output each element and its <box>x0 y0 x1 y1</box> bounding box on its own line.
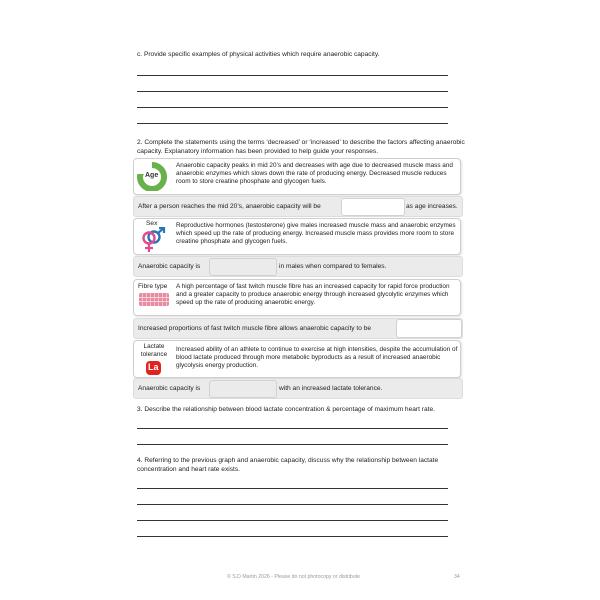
answer-line[interactable] <box>137 504 448 505</box>
lactate-answer-blank[interactable] <box>209 380 277 398</box>
lactate-badge-icon <box>146 361 161 375</box>
sex-stmt-after: in males when compared to females. <box>279 263 387 270</box>
answer-line[interactable] <box>137 107 448 108</box>
sex-label: Sex <box>146 220 158 227</box>
sex-answer-blank[interactable] <box>209 258 277 276</box>
factor-fibre-box <box>133 279 461 316</box>
age-answer-blank[interactable] <box>341 198 405 216</box>
lactate-stmt-before: Anaerobic capacity is <box>138 385 201 392</box>
fibre-answer-blank[interactable] <box>396 319 462 338</box>
age-label: Age <box>145 172 159 179</box>
fibre-statement <box>133 318 463 339</box>
lactate-badge-text: La <box>148 362 159 372</box>
question-c: c. Provide specific examples of physical activities which require anaerobic capacity. <box>137 51 380 58</box>
question-4: 4. Referring to the previous graph and anaerobic capacity, discuss why the relationship between lactate concentration and heart rate exists. <box>137 457 439 473</box>
lactate-info: Increased ability of an athlete to continue to exercise at high intensities, despite the accumulation of blood lactate produced through more metabolic byproducts as a result of increased anaerobic glycolysis energy production. <box>176 346 458 370</box>
lactate-stmt-after: with an increased lactate tolerance. <box>279 385 383 392</box>
fibre-label: Fibre type <box>138 283 168 290</box>
age-stmt-after: as age increases. <box>406 203 458 210</box>
answer-line[interactable] <box>137 520 448 521</box>
lactate-statement <box>133 378 463 399</box>
answer-line[interactable] <box>137 536 448 537</box>
fibre-stmt-before: Increased proportions of fast twitch muscle fibre allows anaerobic capacity to be <box>138 325 372 332</box>
factor-sex-box <box>133 218 461 255</box>
fibre-info: A high percentage of fast twitch muscle fibre has an increased capacity for rapid force production and a greater capacity to produce anaerobic energy through increased glycolytic enzymes which speed up the rate of producing anaerobic energy. <box>176 283 450 307</box>
sex-info: Reproductive hormones (testosterone) give males increased muscle mass and anaerobic enzymes which speed up the rate of producing energy. Increased muscle mass provides more room to store creatine phosphate and glycogen fuels. <box>176 222 456 246</box>
age-info: Anaerobic capacity peaks in mid 20’s and decreases with age due to decreased muscle mass and anaerobic enzymes which slows down the rate of producing energy. Decreased muscle reduces room to store creatine phosphate and glycogen fuels. <box>176 162 453 186</box>
muscle-fibre-icon <box>139 293 169 306</box>
age-icon <box>137 162 167 191</box>
answer-line[interactable] <box>137 488 448 489</box>
question-2: 2. Complete the statements using the terms ‘decreased’ or ‘increased’ to describe the factors affecting anaerobic capacity. Explanatory information has been provided to help guide your responses. <box>137 139 465 155</box>
lactate-label: Lactate tolerance <box>140 343 168 358</box>
factor-age-box <box>133 158 461 195</box>
age-stmt-before: After a person reaches the mid 20’s, anaerobic capacity will be <box>138 203 321 210</box>
answer-line[interactable] <box>137 91 448 92</box>
page-number: 34 <box>454 574 460 580</box>
gender-symbols-icon <box>138 227 168 253</box>
sex-stmt-before: Anaerobic capacity is <box>138 263 201 270</box>
age-statement <box>133 196 463 217</box>
factor-lactate-box <box>133 340 461 378</box>
answer-line[interactable] <box>137 123 448 124</box>
footer-copyright: © S.D Martin 2026 - Please do not photocopy or distribute <box>227 574 361 580</box>
answer-line[interactable] <box>137 444 448 445</box>
question-3: 3. Describe the relationship between blood lactate concentration & percentage of maximum heart rate. <box>137 406 435 413</box>
answer-line[interactable] <box>137 428 448 429</box>
answer-line[interactable] <box>137 75 448 76</box>
sex-statement <box>133 256 463 277</box>
